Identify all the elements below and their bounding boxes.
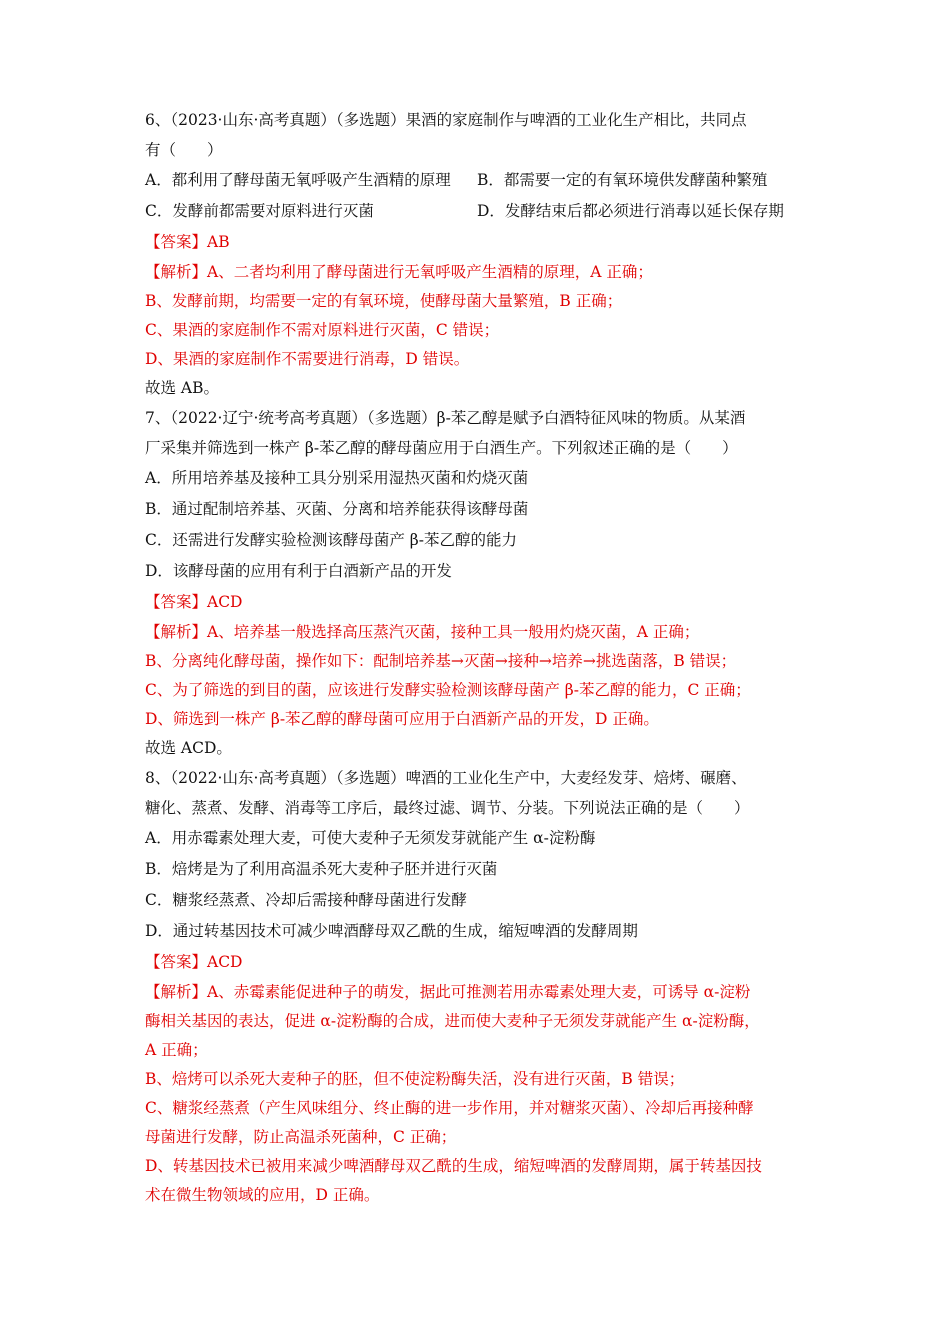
option-d: D．发酵结束后都必须进行消毒以延长保存期 xyxy=(477,202,784,220)
option-c: C．糖浆经蒸煮、冷却后需接种酵母菌进行发酵 xyxy=(145,891,467,909)
option-d: D．通过转基因技术可减少啤酒酵母双乙酰的生成，缩短啤酒的发酵周期 xyxy=(145,922,638,940)
question-7-stem-line-1: 7、（2022·辽宁·统考高考真题）（多选题）β-苯乙醇是赋予白酒特征风味的物质。从某酒 xyxy=(145,409,746,427)
question-8-explanation-1a: 【解析】A、赤霉素能促进种子的萌发，据此可推测若用赤霉素处理大麦，可诱导 α-淀粉 xyxy=(145,983,751,1001)
question-7-explanation-3: C、为了筛选的到目的菌，应该进行发酵实验检测该酵母菌产 β-苯乙醇的能力，C 正确； xyxy=(145,681,751,699)
question-8-answer: 【答案】ACD xyxy=(145,953,243,971)
question-6-options-row-2 xyxy=(145,201,825,221)
option-a: A．所用培养基及接种工具分别采用湿热灭菌和灼烧灭菌 xyxy=(145,469,529,487)
question-6-conclusion: 故选 AB。 xyxy=(145,379,220,397)
question-6-answer: 【答案】AB xyxy=(145,233,230,251)
question-8-explanation-1b: 酶相关基因的表达，促进 α-淀粉酶的合成，进而使大麦种子无须发芽就能产生 α-淀粉酶， xyxy=(145,1012,760,1030)
question-8-explanation-3a: C、糖浆经蒸煮（产生风味组分、终止酶的进一步作用，并对糖浆灭菌）、冷却后再接种酵 xyxy=(145,1099,754,1117)
option-b: B．通过配制培养基、灭菌、分离和培养能获得该酵母菌 xyxy=(145,500,529,518)
question-7-explanation-1: 【解析】A、培养基一般选择高压蒸汽灭菌，接种工具一般用灼烧灭菌，A 正确； xyxy=(145,623,700,641)
question-7-conclusion: 故选 ACD。 xyxy=(145,739,232,757)
question-8-explanation-1c: A 正确； xyxy=(145,1041,208,1059)
question-6 xyxy=(145,110,825,398)
option-d: D．该酵母菌的应用有利于白酒新产品的开发 xyxy=(145,562,452,580)
question-8-explanation-3b: 母菌进行发酵，防止高温杀死菌种，C 正确； xyxy=(145,1128,457,1146)
question-6-stem-line-1: 6、（2023·山东·高考真题）（多选题）果酒的家庭制作与啤酒的工业化生产相比，共同点 xyxy=(145,111,747,129)
question-7-explanation-4: D、筛选到一株产 β-苯乙醇的酵母菌可应用于白酒新产品的开发，D 正确。 xyxy=(145,710,659,728)
option-b: B．都需要一定的有氧环境供发酵菌种繁殖 xyxy=(477,171,768,189)
question-8-explanation-2: B、焙烤可以杀死大麦种子的胚，但不使淀粉酶失活，没有进行灭菌，B 错误； xyxy=(145,1070,685,1088)
question-6-explanation-3: C、果酒的家庭制作不需对原料进行灭菌，C 错误； xyxy=(145,321,500,339)
question-6-explanation-2: B、发酵前期，均需要一定的有氧环境，使酵母菌大量繁殖，B 正确； xyxy=(145,292,623,310)
question-7-explanation-2: B、分离纯化酵母菌，操作如下：配制培养基→灭菌→接种→培养→挑选菌落，B 错误； xyxy=(145,652,737,670)
option-a: A．用赤霉素处理大麦，可使大麦种子无须发芽就能产生 α-淀粉酶 xyxy=(145,829,596,847)
option-a: A．都利用了酵母菌无氧呼吸产生酒精的原理 xyxy=(145,171,451,189)
option-c: C．发酵前都需要对原料进行灭菌 xyxy=(145,202,374,220)
question-8-explanation-4a: D、转基因技术已被用来减少啤酒酵母双乙酰的生成，缩短啤酒的发酵周期，属于转基因技 xyxy=(145,1157,762,1175)
question-6-explanation-1: 【解析】A、二者均利用了酵母菌进行无氧呼吸产生酒精的原理，A 正确； xyxy=(145,263,653,281)
question-7-answer: 【答案】ACD xyxy=(145,593,243,611)
option-b: B．焙烤是为了利用高温杀死大麦种子胚并进行灭菌 xyxy=(145,860,498,878)
question-8-explanation-4b: 术在微生物领域的应用，D 正确。 xyxy=(145,1186,380,1204)
question-8-stem-line-2: 糖化、蒸煮、发酵、消毒等工序后，最终过滤、调节、分装。下列说法正确的是（ ） xyxy=(145,799,750,817)
question-8-stem-line-1: 8、（2022·山东·高考真题）（多选题）啤酒的工业化生产中，大麦经发芽、焙烤、碾磨、 xyxy=(145,769,747,787)
question-7-stem-line-2: 厂采集并筛选到一株产 β-苯乙醇的酵母菌应用于白酒生产。下列叙述正确的是（ ） xyxy=(145,439,738,457)
question-6-stem-line-2: 有（ ） xyxy=(145,141,223,159)
question-6-options-row-1 xyxy=(145,170,825,190)
question-7 xyxy=(145,408,825,758)
document-body xyxy=(145,110,825,1214)
question-6-explanation-4: D、果酒的家庭制作不需要进行消毒，D 错误。 xyxy=(145,350,470,368)
question-8 xyxy=(145,768,825,1205)
option-c: C．还需进行发酵实验检测该酵母菌产 β-苯乙醇的能力 xyxy=(145,531,517,549)
